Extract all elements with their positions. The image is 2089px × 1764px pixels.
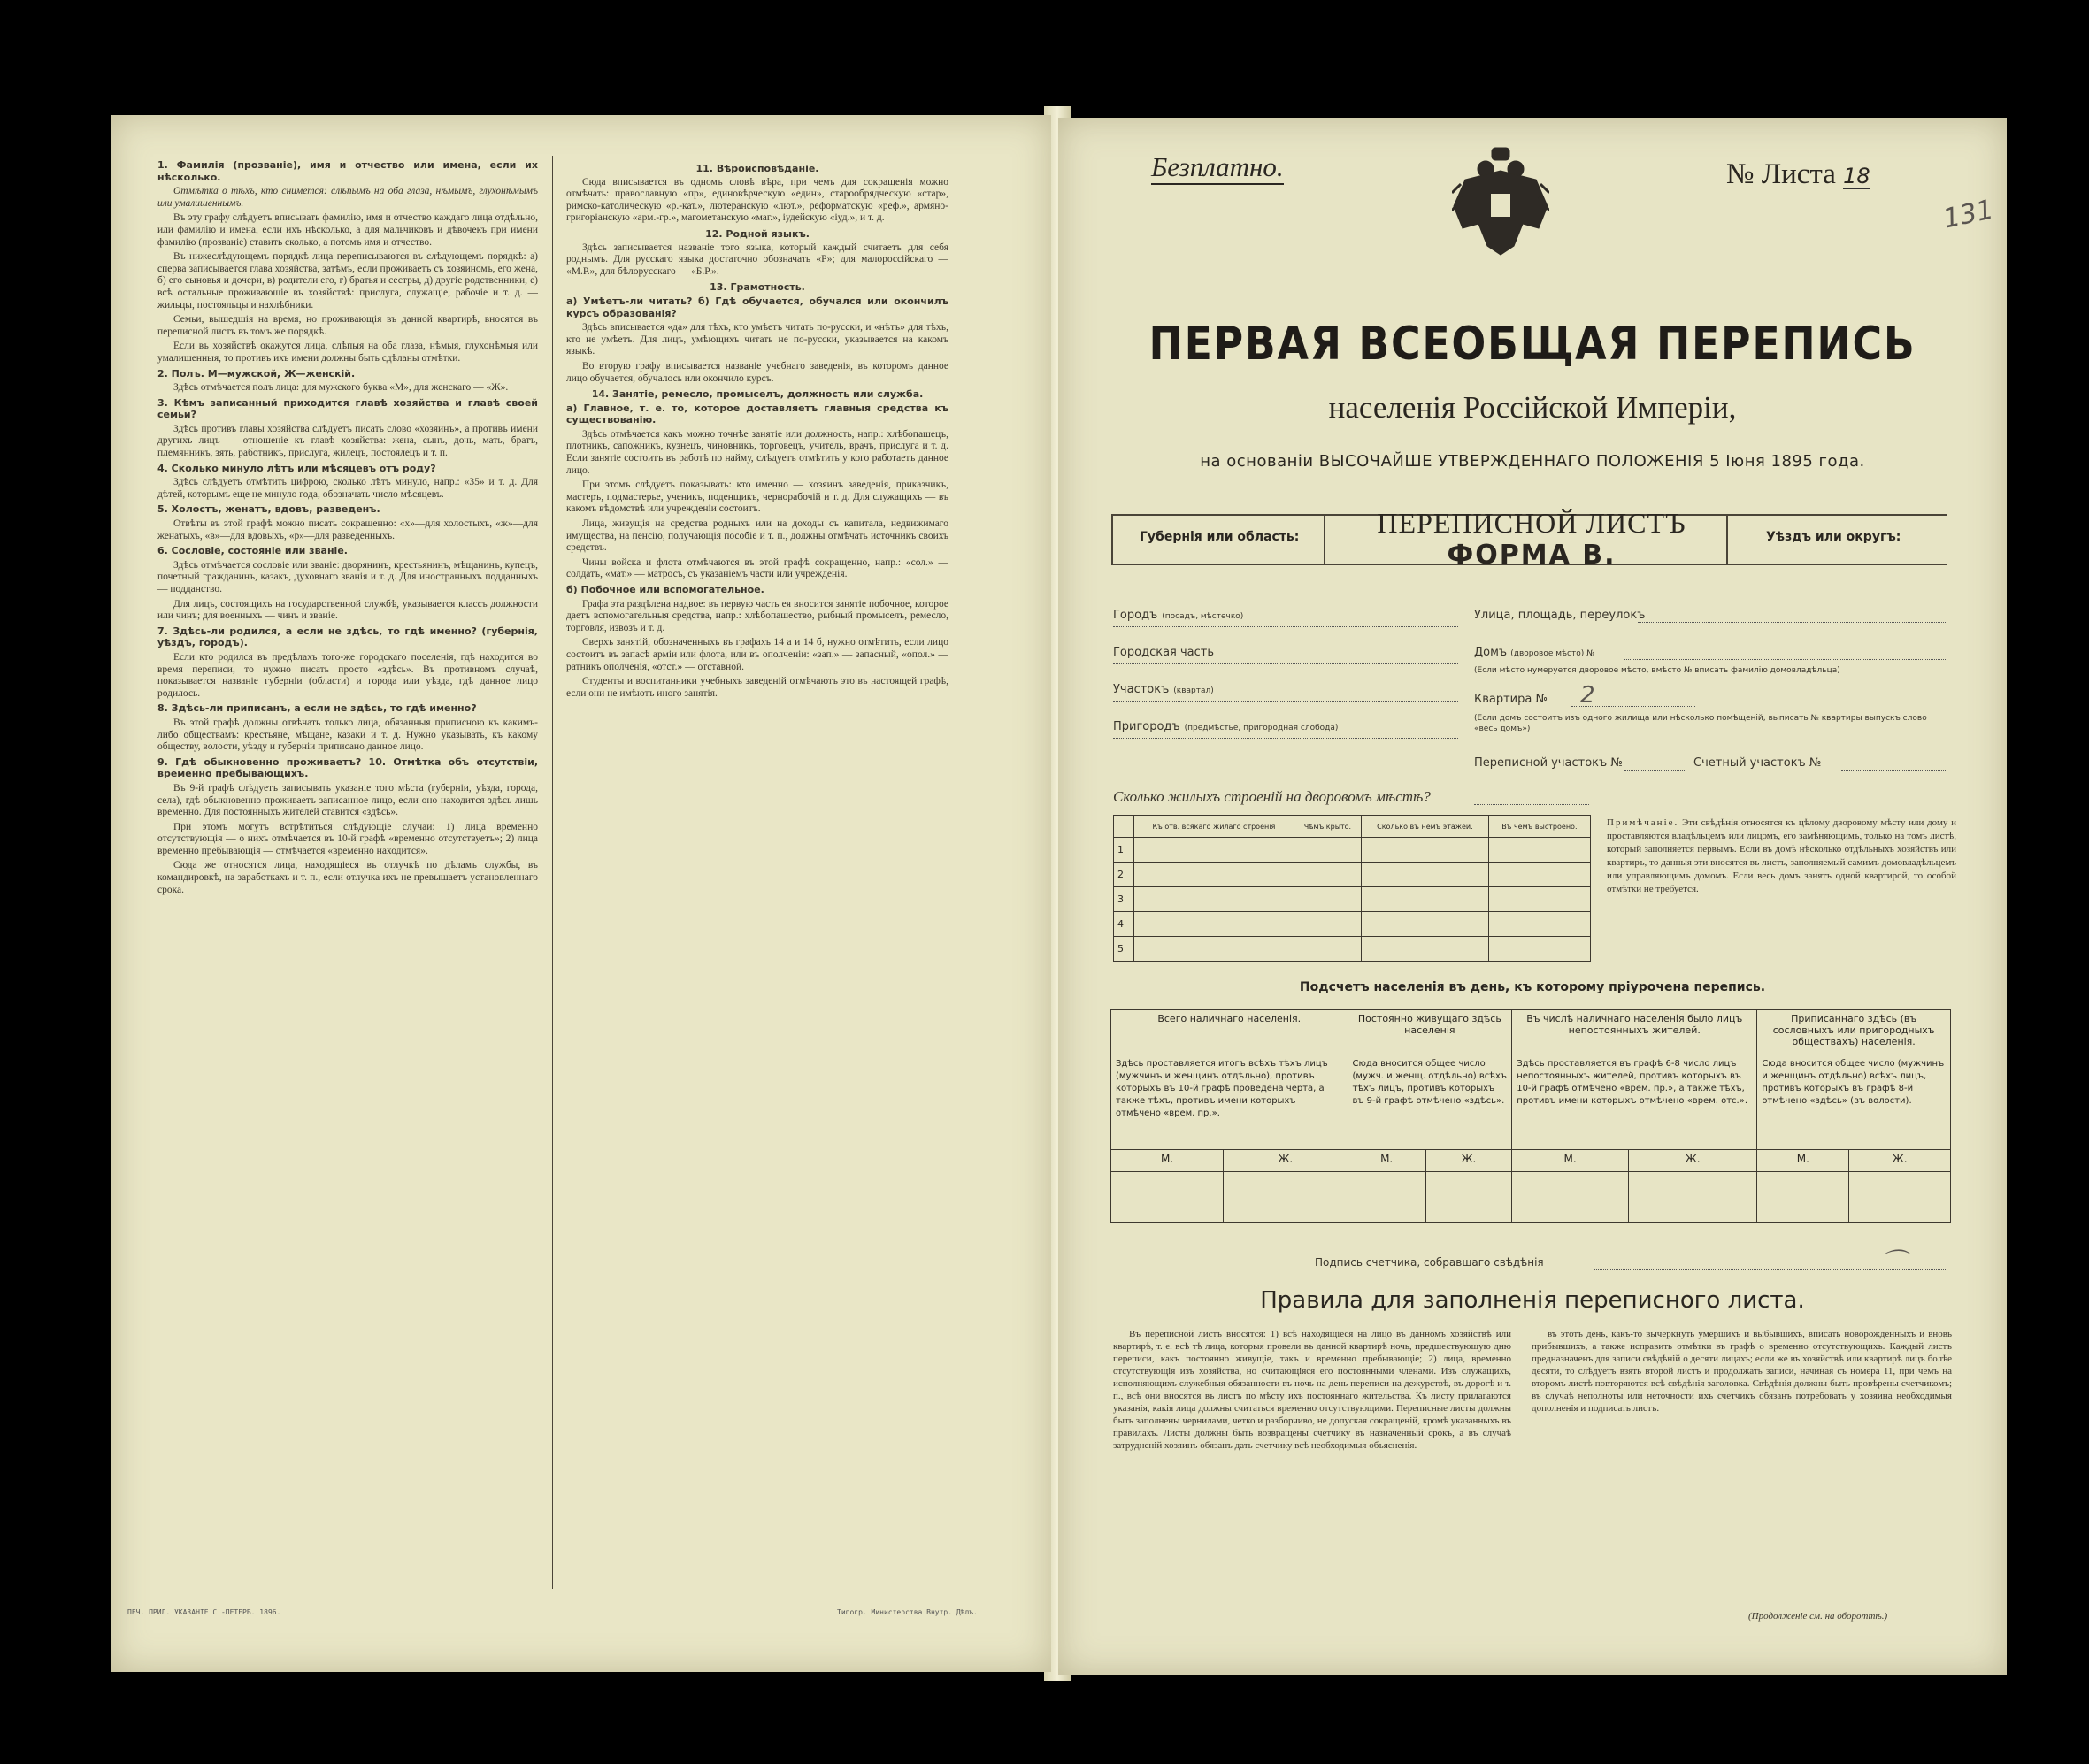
- dwellings-row-number: 1: [1114, 838, 1134, 863]
- address-field-hint: (посадъ, мѣстечко): [1162, 612, 1244, 621]
- dwellings-cell: [1294, 912, 1361, 937]
- rules-column-left: [1113, 1328, 1511, 1620]
- address-field-line: [1113, 663, 1458, 664]
- dwellings-cell: [1488, 887, 1590, 912]
- instruction-paragraph: Сверхъ занятій, обозначенныхъ въ графахъ 14 а и 14 б, нужно отмѣтить, если лицо состоитъ въ запасѣ арміи или флота, или въ ополченіи: «зап.» — запасный, «опол.» — ратникъ ополченія, «отст.» — отставной.: [566, 637, 948, 672]
- dwellings-cell: [1488, 863, 1590, 887]
- instruction-paragraph: Сюда вписывается въ одномъ словѣ вѣра, при чемъ для сокращенія можно отмѣчать: православную «пр», единовѣрческую «един», старообрядческую «стар», римско-католическую «р.-кат.», лютеранскую «лют.», реформатскую «реф.», армяно-григоріанскую «арм.-гр.», магометанскую «маг.», іудейскую «іуд.», и т. д.: [566, 176, 948, 224]
- instruction-heading: 7. Здѣсь-ли родился, а если не здѣсь, то гдѣ именно? (губернія, уѣздъ, городъ).: [157, 625, 538, 649]
- dwellings-cell: [1134, 912, 1294, 937]
- dwellings-note: [1607, 817, 1956, 896]
- instruction-paragraph: Во вторую графу вписывается названіе учебнаго заведенія, въ которомъ данное лицо обучается, обучалось или окончило курсъ.: [566, 360, 948, 384]
- instruction-paragraph: Здѣсь противъ главы хозяйства слѣдуетъ писать слово «хозяинъ», а противъ имени другихъ лицъ — отношеніе къ главѣ хозяйства: жена, сынъ, дочь, мать, братъ, племянникъ, зять, работникъ, прислуга, жилецъ, постоялецъ и т. п.: [157, 423, 538, 459]
- free-of-charge-label: Безплатно.: [1151, 151, 1284, 185]
- instruction-heading: 13. Грамотность.: [710, 281, 805, 294]
- dwellings-cell: [1294, 937, 1361, 962]
- instruction-heading: а) Главное, т. е. то, которое доставляетъ главныя средства къ существованію.: [566, 402, 948, 426]
- instruction-paragraph: При этомъ слѣдуетъ показывать: кто именно — хозяинъ заведенія, приказчикъ, мастеръ, подмастерье, ученикъ, поденщикъ, чернорабочій и т. д. Для служащихъ — въ какомъ вѣдомствѣ или учрежденіи состоитъ.: [566, 479, 948, 515]
- instruction-heading: 2. Полъ. М—мужской, Ж—женскій.: [157, 367, 356, 380]
- instruction-heading: 9. Гдѣ обыкновенно проживаетъ? 10. Отмѣтка объ отсутствіи, временно пребывающихъ.: [157, 755, 538, 780]
- census-section-line: [1624, 770, 1686, 771]
- dwellings-cell: [1294, 887, 1361, 912]
- dwellings-row-number: 5: [1114, 937, 1134, 962]
- dwellings-question: Сколько жилыхъ строеній на дворовомъ мѣстѣ?: [1113, 788, 1431, 805]
- address-field-label: [1113, 720, 1338, 733]
- address-field-line: [1113, 701, 1458, 702]
- dwellings-index-header: [1114, 816, 1134, 838]
- sex-column-label: Ж.: [1849, 1150, 1951, 1172]
- population-column-header: Постоянно живущаго здѣсь населенія: [1348, 1010, 1512, 1055]
- dwellings-cell: [1362, 838, 1489, 863]
- dwellings-cell: [1362, 887, 1489, 912]
- rules-continued-note: (Продолженіе см. на обороттѣ.): [1748, 1611, 1888, 1622]
- address-field-label-text: Участокъ: [1113, 683, 1170, 696]
- province-label: Губернія или область:: [1140, 530, 1300, 544]
- population-column-description: Сюда вносится общее число (мужч. и женщ. отдѣльно) всѣхъ тѣхъ лицъ, противъ которыхъ въ 9-й графѣ отмѣчено «здѣсь».: [1348, 1055, 1512, 1150]
- sex-column-label: Ж.: [1224, 1150, 1348, 1172]
- address-field-hint: (квартал): [1173, 686, 1214, 695]
- sheet-number: [1726, 158, 1870, 191]
- population-column-header: Приписаннаго здѣсь (въ сословныхъ или пригородныхъ обществахъ) населенія.: [1757, 1010, 1951, 1055]
- dwellings-table-body: [1114, 838, 1591, 962]
- dwellings-cell: [1294, 863, 1361, 887]
- instruction-heading: 1. Фамилія (прозваніе), имя и отчество или имена, если их нѣсколько.: [157, 159, 538, 183]
- instructions-column-1: [157, 159, 538, 1584]
- instruction-paragraph: Отвѣты въ этой графѣ можно писать сокращенно: «х»—для холостыхъ, «ж»—для женатыхъ, «в»—для вдовыхъ, «р»—для разведенныхъ.: [157, 518, 538, 541]
- district-label: Уѣздъ или округъ:: [1766, 530, 1901, 544]
- dwellings-column-header: Къ отв. всякаго жилаго строенія: [1134, 816, 1294, 838]
- dwellings-column-header: Чѣмъ крыто.: [1294, 816, 1361, 838]
- instruction-paragraph: Графа эта раздѣлена надвое: въ первую часть ея вносится занятіе побочное, которое даетъ вспомогательныя средства, напр.: хлѣбопашество, рыбный промыселъ, ремесло, торговля, извозъ и т. д.: [566, 598, 948, 633]
- dwellings-cell: [1362, 912, 1489, 937]
- house-label: [1474, 646, 1595, 659]
- address-field-label: [1113, 683, 1214, 696]
- address-field-label-text: Городъ: [1113, 609, 1158, 622]
- instruction-heading: 5. Холостъ, женатъ, вдовъ, разведенъ.: [157, 503, 380, 516]
- instruction-heading: 3. Кѣмъ записанный приходится главѣ хозяйства и главѣ своей семьи?: [157, 396, 538, 421]
- dwellings-row-number: 2: [1114, 863, 1134, 887]
- note-text: Эти свѣдѣнія относятся къ цѣлому дворовому мѣсту или дому и проставляются владѣльцемъ или лицомъ, его замѣняющимъ, только на томъ листѣ, который заполняется первымъ. Если въ домѣ нѣсколько отдѣльныхъ хозяйствъ или квартиръ, то данныя эти вносятся въ листъ, заполняемый самимъ домовладѣльцемъ или управляющимъ домомъ. Если весь домъ занятъ одной квартирой, то особой отмѣтки не требуется.: [1607, 817, 1957, 894]
- instruction-paragraph: Въ нижеслѣдующемъ порядкѣ лица переписываются въ слѣдующемъ порядкѣ: а) сперва записывается глава хозяйства, затѣмъ, если проживаетъ съ хозяиномъ, его жена, б) его сыновья и дочери, в) родители его, г) братья и сестры, д) другіе родственники, е) всѣ остальные проживающіе въ хозяйствѣ: прислуга, служащіе, рабочіе и т. д. — жильцы, постояльцы и нахлѣбники.: [157, 251, 538, 311]
- address-field-hint: (предмѣстье, пригородная слобода): [1184, 724, 1339, 732]
- census-title: ПЕРВАЯ ВСЕОБЩАЯ ПЕРЕПИСЬ: [1148, 318, 1916, 371]
- population-entry-cell: [1757, 1172, 1849, 1223]
- population-column-description: Сюда вносится общее число (мужчинъ и женщинъ отдѣльно) всѣхъ лицъ, противъ которыхъ въ графѣ 8-й отмѣчено «здѣсь» (въ волости).: [1757, 1055, 1951, 1150]
- house-line: [1624, 659, 1947, 660]
- dwellings-cell: [1134, 863, 1294, 887]
- instruction-heading: 8. Здѣсь-ли приписанъ, а если не здѣсь, то гдѣ именно?: [157, 702, 477, 715]
- address-field-line: [1113, 738, 1458, 739]
- population-entry-cell: [1111, 1172, 1224, 1223]
- census-subtitle: населенія Россійской Имперіи,: [1328, 390, 1737, 425]
- dwellings-column-header: Сколько въ немъ этажей.: [1362, 816, 1489, 838]
- instructions-column-2: [566, 159, 948, 1584]
- dwellings-cell: [1362, 937, 1489, 962]
- instruction-paragraph: При этомъ могутъ встрѣтиться слѣдующіе случаи: 1) лица временно отсутствующія — о нихъ отмѣчается въ 10-й графѣ «временно отсутствуетъ»; 2) лица временно пребывающія — отмѣчается «временно находится».: [157, 821, 538, 856]
- instruction-paragraph: Лица, живущія на средства родныхъ или на доходы съ капитала, недвижимаго имущества, на пенсію, получающія пособіе и т. п., должны отмѣчать источникъ своихъ средствъ.: [566, 518, 948, 554]
- header-box-rule: [1111, 514, 1113, 564]
- imperial-eagle-emblem: [1452, 144, 1549, 259]
- rules-column-right: [1532, 1328, 1952, 1611]
- left-page: [111, 115, 1051, 1672]
- dwellings-row: [1114, 887, 1591, 912]
- dwellings-row: [1114, 838, 1591, 863]
- rules-title: Правила для заполненія переписного листа.: [1260, 1287, 1805, 1314]
- note-title: Примѣчаніе.: [1607, 817, 1679, 828]
- population-count-title: Подсчетъ населенія въ день, къ которому пріурочена перепись.: [1299, 980, 1766, 994]
- instruction-paragraph: Студенты и воспитанники учебныхъ заведеній отмѣчаютъ это въ настоящей графѣ, если они не имѣютъ иного занятія.: [566, 676, 948, 699]
- handwritten-folio-number: 131: [1939, 194, 1997, 235]
- dwellings-cell: [1294, 838, 1361, 863]
- instruction-paragraph: Здѣсь записывается названіе того языка, который каждый считаетъ для себя роднымъ. Для русскаго языка достаточно обозначать «Р»; для малороссійскаго — «М.Р.», для бѣлорусскаго — «Б.Р.».: [566, 242, 948, 277]
- census-legal-basis: на основаніи ВЫСОЧАЙШЕ УТВЕРЖДЕННАГО ПОЛОЖЕНІЯ 5 Іюня 1895 года.: [1200, 452, 1865, 471]
- instruction-paragraph: Здѣсь слѣдуетъ отмѣтить цифрою, сколько лѣтъ минуло, напр.: «35» и т. д. Для дѣтей, которымъ еще не минуло года, обозначать число мѣсяцевъ.: [157, 477, 538, 500]
- address-field-label-text: Городская часть: [1113, 646, 1215, 659]
- apartment-number-handwritten: 2: [1580, 682, 1595, 709]
- apartment-line: [1571, 706, 1695, 707]
- population-entry-cell: [1628, 1172, 1756, 1223]
- instruction-heading: 12. Родной языкъ.: [705, 227, 810, 240]
- instruction-heading: 14. Занятіе, ремесло, промыселъ, должность или служба.: [591, 388, 924, 401]
- form-title-text: ПЕРЕПИСНОЙ ЛИСТЪ: [1377, 507, 1686, 539]
- dwellings-row-number: 3: [1114, 887, 1134, 912]
- dwellings-cell: [1134, 838, 1294, 863]
- instruction-heading: 6. Сословіе, состояніе или званіе.: [157, 545, 348, 557]
- instruction-paragraph: Здѣсь отмѣчается сословіе или званіе: дворянинъ, крестьянинъ, мѣщанинъ, купецъ, почетный гражданинъ, казакъ, духовнаго званія и т. д. Для иностранныхъ подданныхъ — подданство.: [157, 559, 538, 594]
- dwellings-row: [1114, 912, 1591, 937]
- instruction-heading: б) Побочное или вспомогательное.: [566, 584, 764, 595]
- dwellings-row: [1114, 937, 1591, 962]
- rules-text-left: Въ переписной листъ вносятся: 1) всѣ находящіеся на лицо въ данномъ хозяйствѣ или квартирѣ, т. е. всѣ тѣ лица, которыя провели въ данной квартирѣ ночь, предшествующую дню переписи, какъ постоянно живущіе, такъ и временно пребывающіе; 2) лица, временно отсутствующія изъ хозяйства, но считающіяся его постоянными членами. Изъ служащихъ, исполняющихъ служебныя обязанности въ ночь на день переписи на дежурствѣ, въ дорогѣ и т. п., всѣ они вносятся въ листъ по мѣсту ихъ постояннаго жительства. Къ листу прилагаются указанія, какія лица должны считаться временно отсутствующими. Переписные листы должны быть заполнены чернилами, четко и разборчиво, не допуская сокращеній, кромѣ указанныхъ въ правилахъ. Листы должны быть возвращены счетчику въ назначенный срокъ, а въ случаѣ затрудненій хозяинъ обязанъ дать счетчику всѣ необходимыя объясненія.: [1113, 1329, 1511, 1451]
- address-field-line: [1113, 626, 1458, 627]
- sex-column-label: Ж.: [1425, 1150, 1511, 1172]
- population-entry-cell: [1224, 1172, 1348, 1223]
- population-table-sex-row: [1111, 1150, 1951, 1172]
- instruction-heading: а) Умѣетъ-ли читать? б) Гдѣ обучается, обучался или окончилъ курсъ образованія?: [566, 295, 948, 319]
- instruction-paragraph: Если въ хозяйствѣ окажутся лица, слѣпыя на оба глаза, нѣмыя, глухонѣмыя или умалишенныя, то противъ ихъ имени должны быть сдѣланы отмѣтки.: [157, 341, 538, 364]
- dwellings-line: [1474, 804, 1589, 805]
- dwellings-cell: [1134, 937, 1294, 962]
- dwellings-column-header: Въ чемъ выстроено.: [1488, 816, 1590, 838]
- sex-column-label: М.: [1348, 1150, 1425, 1172]
- dwellings-cell: [1488, 937, 1590, 962]
- street-line: [1638, 622, 1947, 623]
- instruction-paragraph: Чины войска и флота отмѣчаются въ этой графѣ сокращенно, напр.: «сол.» — солдатъ, «мат.» — матросъ, съ указаніемъ части или учрежденія.: [566, 556, 948, 580]
- printer-imprint-right: Типогр. Министерства Внутр. Дѣлъ.: [837, 1608, 978, 1616]
- instruction-paragraph: Сюда же относятся лица, находящіеся въ отлучкѣ по дѣламъ службы, въ командировкѣ, на заработкахъ и т. п., если отлучка ихъ не превышаетъ установленнаго срока.: [157, 860, 538, 895]
- house-note: (Если мѣсто нумеруется дворовое мѣсто, вмѣсто № вписать фамилію домовладѣльца): [1474, 666, 1840, 675]
- form-title: [1324, 507, 1740, 571]
- instruction-paragraph: Если кто родился въ предѣлахъ того-же городскаго поселенія, гдѣ находится во время переписи, то нужно писать просто «здѣсь». Въ противномъ случаѣ, показывается названіе губерніи (области) и города или уѣзда, гдѣ данное лицо родилось.: [157, 651, 538, 699]
- address-field-label: [1113, 646, 1218, 659]
- form-letter: ФОРМА В.: [1447, 540, 1617, 571]
- sex-column-label: М.: [1512, 1150, 1629, 1172]
- rules-text-right: въ этотъ день, какъ-то вычеркнуть умершихъ и выбывшихъ, вписать новорожденныхъ и вновь прибывшихъ, а также исправить отмѣтки въ графѣ о временно отсутствующихъ. Каждый листъ предназначенъ для записи свѣдѣній о десяти лицахъ; если же въ хозяйствѣ или квартирѣ лицъ болѣе десяти, то слѣдуетъ взять второй листъ и продолжать записи, начиная съ номера 11, при чемъ на второмъ листѣ повторяются всѣ свѣдѣнія заголовка. Свѣдѣнія должны быть провѣрены счетчикомъ; въ случаѣ неполноты или неточности ихъ счетчикъ обязанъ потребовать у хозяина необходимыя дополненія и подписать листъ.: [1532, 1329, 1952, 1414]
- column-divider: [552, 156, 553, 1589]
- population-column-description: Здѣсь проставляется въ графѣ 6-8 число лицъ непостоянныхъ жителей, противъ которыхъ въ 10-й графѣ отмѣчено «врем. пр.», а также тѣхъ, противъ имени которыхъ отмѣчено «врем. отс.».: [1512, 1055, 1757, 1150]
- instruction-paragraph: Въ этой графѣ должны отвѣчать только лица, обязанныя приписною къ какимъ-либо обществамъ: крестьяне, мѣщане, казаки и т. д. Нужно указывать, къ какому обществу, волости, уѣзду и губерніи приписано данное лицо.: [157, 717, 538, 753]
- instruction-paragraph: Для лицъ, состоящихъ на государственной службѣ, указывается классъ должности или чинъ; для военныхъ — чинъ и званіе.: [157, 598, 538, 622]
- population-count-table: [1110, 1009, 1951, 1223]
- street-label: Улица, площадь, переулокъ: [1474, 609, 1646, 622]
- apartment-label: Квартира №: [1474, 693, 1548, 706]
- instruction-paragraph: Въ 9-й графѣ слѣдуетъ записывать указаніе того мѣста (губерніи, уѣзда, города, села), гдѣ обыкновенно проживаетъ записанное лицо, если оно находится здѣсь лишь временно. Для постоянныхъ жителей ставится «здѣсь».: [157, 782, 538, 818]
- population-table-descriptions: [1111, 1055, 1951, 1150]
- instruction-paragraph: Здѣсь отмѣчается полъ лица: для мужского буква «М», для женскаго — «Ж».: [173, 382, 509, 394]
- dwellings-cell: [1488, 838, 1590, 863]
- enumerator-signature: ⌒: [1881, 1247, 1907, 1277]
- dwellings-table: [1113, 815, 1591, 962]
- instruction-heading: 11. Вѣроисповѣданіе.: [695, 163, 819, 174]
- counting-section-label: Счетный участокъ №: [1693, 756, 1822, 770]
- dwellings-cell: [1488, 912, 1590, 937]
- dwellings-row-number: 4: [1114, 912, 1134, 937]
- house-hint: (дворовое мѣсто) №: [1510, 649, 1595, 658]
- dwellings-table-header: [1114, 816, 1591, 838]
- signature-label: Подпись счетчика, собравшаго свѣдѣнія: [1315, 1256, 1544, 1269]
- sex-column-label: М.: [1757, 1150, 1849, 1172]
- right-page: [1058, 118, 2007, 1675]
- population-column-header: Всего наличнаго населенія.: [1111, 1010, 1348, 1055]
- population-entry-cell: [1849, 1172, 1951, 1223]
- instruction-paragraph: Въ эту графу слѣдуетъ вписывать фамилію, имя и отчество каждаго лица отдѣльно, или фамилію и имена, если ихъ нѣсколько, а для мальчиковъ и дѣвочекъ при имени фамилію (прозваніе) ставить сколько, а потомъ имя и отчество.: [157, 212, 538, 248]
- population-column-header: Въ числѣ наличнаго населенія было лицъ непостоянныхъ жителей.: [1512, 1010, 1757, 1055]
- dwellings-row: [1114, 863, 1591, 887]
- address-field-label-text: Пригородъ: [1113, 720, 1180, 733]
- address-field-label: [1113, 609, 1243, 622]
- sheet-number-value: 18: [1843, 164, 1870, 188]
- printer-imprint-left: ПЕЧ. ПРИЛ. УКАЗАНІЕ С.-ПЕТЕРБ. 1896.: [127, 1608, 281, 1616]
- sheet-number-label: № Листа: [1726, 158, 1836, 190]
- population-entry-cell: [1512, 1172, 1629, 1223]
- population-table-header: [1111, 1010, 1951, 1055]
- census-section-label: Переписной участокъ №: [1474, 756, 1623, 770]
- population-entry-cell: [1348, 1172, 1425, 1223]
- population-column-description: Здѣсь проставляется итогъ всѣхъ тѣхъ лицъ (мужчинъ и женщинъ отдѣльно), противъ которыхъ въ 10-й графѣ проведена черта, а также тѣхъ, противъ имени которыхъ отмѣчено «врем. пр.».: [1111, 1055, 1348, 1150]
- counting-section-line: [1841, 770, 1947, 771]
- instruction-heading: 4. Сколько минуло лѣтъ или мѣсяцевъ отъ роду?: [157, 462, 436, 474]
- dwellings-cell: [1362, 863, 1489, 887]
- sex-column-label: М.: [1111, 1150, 1224, 1172]
- population-entry-cell: [1425, 1172, 1511, 1223]
- instruction-paragraph: Здѣсь вписывается «да» для тѣхъ, кто умѣетъ читать по-русски, и «нѣтъ» для тѣхъ, кто не умѣетъ. Для лицъ, умѣющихъ читать не по-русски, указывается на какомъ языкѣ.: [566, 322, 948, 357]
- instruction-paragraph: Здѣсь отмѣчается какъ можно точнѣе занятіе или должность, напр.: хлѣбопашецъ, плотникъ, сапожникъ, кузнецъ, чиновникъ, торговецъ, учитель, врачъ, прислуга и т. д. Если занятіе состоитъ въ работѣ по найму, слѣдуетъ отмѣтить у кого работаетъ данное лицо.: [566, 428, 948, 476]
- sex-column-label: Ж.: [1628, 1150, 1756, 1172]
- instruction-paragraph: Семьи, вышедшія на время, но проживающія въ данной квартирѣ, вносятся въ переписной листъ въ томъ же порядкѣ.: [157, 314, 538, 337]
- dwellings-cell: [1134, 887, 1294, 912]
- apartment-note: (Если домъ состоитъ изъ одного жилища или нѣсколько помѣщеній, выписать № квартиры выпускъ слово «весь домъ»): [1474, 714, 1927, 733]
- instruction-heading: Отмѣтка о тѣхъ, кто снимется: слѣпымъ на оба глаза, нѣмымъ, глухонѣмымъ или умалишеннымъ.: [157, 186, 538, 209]
- population-table-entry-row: [1111, 1172, 1951, 1223]
- house-label-text: Домъ: [1474, 646, 1508, 659]
